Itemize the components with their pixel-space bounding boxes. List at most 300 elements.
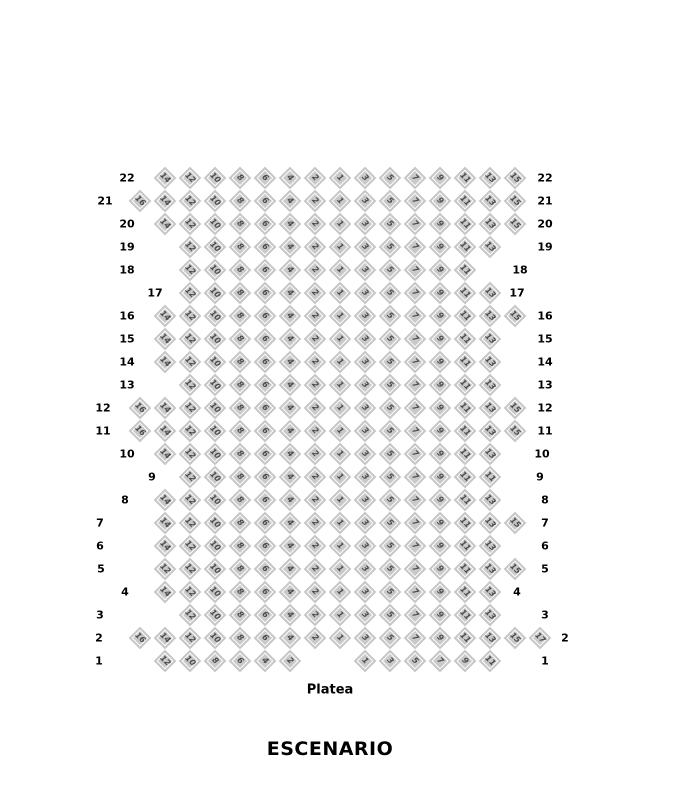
seat-row4-n3[interactable]: 3 bbox=[354, 581, 377, 604]
seat-row6-n13[interactable]: 13 bbox=[479, 535, 502, 558]
seat-row8-n13[interactable]: 13 bbox=[479, 489, 502, 512]
seat-row16-n6[interactable]: 6 bbox=[254, 305, 277, 328]
seat-row12-n14[interactable]: 14 bbox=[154, 397, 177, 420]
seat-row20-n12[interactable]: 12 bbox=[179, 213, 202, 236]
seat-row19-n6[interactable]: 6 bbox=[254, 236, 277, 259]
seat-row1-n8[interactable]: 8 bbox=[204, 650, 227, 673]
seat-row10-n12[interactable]: 12 bbox=[179, 443, 202, 466]
seat-row2-n14[interactable]: 14 bbox=[154, 627, 177, 650]
seat-row10-n8[interactable]: 8 bbox=[229, 443, 252, 466]
seat-row12-n8[interactable]: 8 bbox=[229, 397, 252, 420]
seat-row15-n2[interactable]: 2 bbox=[304, 328, 327, 351]
seat-row15-n1[interactable]: 1 bbox=[329, 328, 352, 351]
seat-row6-n6[interactable]: 6 bbox=[254, 535, 277, 558]
seat-row3-n11[interactable]: 11 bbox=[454, 604, 477, 627]
seat-row5-n3[interactable]: 3 bbox=[354, 558, 377, 581]
seat-row13-n9[interactable]: 9 bbox=[429, 374, 452, 397]
seat-row20-n5[interactable]: 5 bbox=[379, 213, 402, 236]
seat-row10-n13[interactable]: 13 bbox=[479, 443, 502, 466]
seat-row8-n10[interactable]: 10 bbox=[204, 489, 227, 512]
seat-row22-n12[interactable]: 12 bbox=[179, 167, 202, 190]
seat-row1-n7[interactable]: 7 bbox=[429, 650, 452, 673]
seat-row14-n13[interactable]: 13 bbox=[479, 351, 502, 374]
seat-row21-n12[interactable]: 12 bbox=[179, 190, 202, 213]
seat-row12-n10[interactable]: 10 bbox=[204, 397, 227, 420]
seat-row7-n4[interactable]: 4 bbox=[279, 512, 302, 535]
seat-row22-n8[interactable]: 8 bbox=[229, 167, 252, 190]
seat-row14-n10[interactable]: 10 bbox=[204, 351, 227, 374]
seat-row12-n11[interactable]: 11 bbox=[454, 397, 477, 420]
seat-row9-n3[interactable]: 3 bbox=[354, 466, 377, 489]
seat-row3-n5[interactable]: 5 bbox=[379, 604, 402, 627]
seat-row12-n7[interactable]: 7 bbox=[404, 397, 427, 420]
seat-row2-n13[interactable]: 13 bbox=[479, 627, 502, 650]
seat-row10-n2[interactable]: 2 bbox=[304, 443, 327, 466]
seat-row4-n7[interactable]: 7 bbox=[404, 581, 427, 604]
seat-row7-n11[interactable]: 11 bbox=[454, 512, 477, 535]
seat-row8-n3[interactable]: 3 bbox=[354, 489, 377, 512]
seat-row22-n6[interactable]: 6 bbox=[254, 167, 277, 190]
seat-row17-n13[interactable]: 13 bbox=[479, 282, 502, 305]
seat-row13-n13[interactable]: 13 bbox=[479, 374, 502, 397]
seat-row22-n1[interactable]: 1 bbox=[329, 167, 352, 190]
seat-row10-n7[interactable]: 7 bbox=[404, 443, 427, 466]
seat-row17-n6[interactable]: 6 bbox=[254, 282, 277, 305]
seat-row13-n10[interactable]: 10 bbox=[204, 374, 227, 397]
seat-row4-n2[interactable]: 2 bbox=[304, 581, 327, 604]
seat-row16-n9[interactable]: 9 bbox=[429, 305, 452, 328]
seat-row12-n4[interactable]: 4 bbox=[279, 397, 302, 420]
seat-row13-n7[interactable]: 7 bbox=[404, 374, 427, 397]
seat-row9-n7[interactable]: 7 bbox=[404, 466, 427, 489]
seat-row14-n2[interactable]: 2 bbox=[304, 351, 327, 374]
seat-row8-n12[interactable]: 12 bbox=[179, 489, 202, 512]
seat-row11-n8[interactable]: 8 bbox=[229, 420, 252, 443]
seat-row3-n3[interactable]: 3 bbox=[354, 604, 377, 627]
seat-row17-n2[interactable]: 2 bbox=[304, 282, 327, 305]
seat-row19-n9[interactable]: 9 bbox=[429, 236, 452, 259]
seat-row6-n9[interactable]: 9 bbox=[429, 535, 452, 558]
seat-row2-n17[interactable]: 17 bbox=[529, 627, 552, 650]
seat-row12-n9[interactable]: 9 bbox=[429, 397, 452, 420]
seat-row7-n7[interactable]: 7 bbox=[404, 512, 427, 535]
seat-row1-n5[interactable]: 5 bbox=[404, 650, 427, 673]
seat-row2-n12[interactable]: 12 bbox=[179, 627, 202, 650]
seat-row5-n12[interactable]: 12 bbox=[179, 558, 202, 581]
seat-row7-n12[interactable]: 12 bbox=[179, 512, 202, 535]
seat-row18-n7[interactable]: 7 bbox=[404, 259, 427, 282]
seat-row19-n10[interactable]: 10 bbox=[204, 236, 227, 259]
seat-row15-n11[interactable]: 11 bbox=[454, 328, 477, 351]
seat-row15-n12[interactable]: 12 bbox=[179, 328, 202, 351]
seat-row11-n13[interactable]: 13 bbox=[479, 420, 502, 443]
seat-row11-n3[interactable]: 3 bbox=[354, 420, 377, 443]
seat-row17-n1[interactable]: 1 bbox=[329, 282, 352, 305]
seat-row17-n7[interactable]: 7 bbox=[404, 282, 427, 305]
seat-row15-n8[interactable]: 8 bbox=[229, 328, 252, 351]
seat-row21-n6[interactable]: 6 bbox=[254, 190, 277, 213]
seat-row11-n14[interactable]: 14 bbox=[154, 420, 177, 443]
seat-row5-n6[interactable]: 6 bbox=[254, 558, 277, 581]
seat-row12-n12[interactable]: 12 bbox=[179, 397, 202, 420]
seat-row13-n5[interactable]: 5 bbox=[379, 374, 402, 397]
seat-row4-n6[interactable]: 6 bbox=[254, 581, 277, 604]
seat-row21-n15[interactable]: 15 bbox=[504, 190, 527, 213]
seat-row16-n1[interactable]: 1 bbox=[329, 305, 352, 328]
seat-row6-n4[interactable]: 4 bbox=[279, 535, 302, 558]
seat-row19-n1[interactable]: 1 bbox=[329, 236, 352, 259]
seat-row12-n2[interactable]: 2 bbox=[304, 397, 327, 420]
seat-row11-n16[interactable]: 16 bbox=[129, 420, 152, 443]
seat-row5-n9[interactable]: 9 bbox=[429, 558, 452, 581]
seat-row6-n5[interactable]: 5 bbox=[379, 535, 402, 558]
seat-row14-n14[interactable]: 14 bbox=[154, 351, 177, 374]
seat-row22-n4[interactable]: 4 bbox=[279, 167, 302, 190]
seat-row3-n9[interactable]: 9 bbox=[429, 604, 452, 627]
seat-row3-n1[interactable]: 1 bbox=[329, 604, 352, 627]
seat-row10-n11[interactable]: 11 bbox=[454, 443, 477, 466]
seat-row17-n5[interactable]: 5 bbox=[379, 282, 402, 305]
seat-row18-n8[interactable]: 8 bbox=[229, 259, 252, 282]
seat-row13-n12[interactable]: 12 bbox=[179, 374, 202, 397]
seat-row10-n4[interactable]: 4 bbox=[279, 443, 302, 466]
seat-row8-n6[interactable]: 6 bbox=[254, 489, 277, 512]
seat-row15-n10[interactable]: 10 bbox=[204, 328, 227, 351]
seat-row21-n3[interactable]: 3 bbox=[354, 190, 377, 213]
seat-row20-n11[interactable]: 11 bbox=[454, 213, 477, 236]
seat-row20-n14[interactable]: 14 bbox=[154, 213, 177, 236]
seat-row1-n9[interactable]: 9 bbox=[454, 650, 477, 673]
seat-row3-n13[interactable]: 13 bbox=[479, 604, 502, 627]
seat-row15-n6[interactable]: 6 bbox=[254, 328, 277, 351]
seat-row12-n3[interactable]: 3 bbox=[354, 397, 377, 420]
seat-row4-n5[interactable]: 5 bbox=[379, 581, 402, 604]
seat-row14-n9[interactable]: 9 bbox=[429, 351, 452, 374]
seat-row1-n2[interactable]: 2 bbox=[279, 650, 302, 673]
seat-row7-n15[interactable]: 15 bbox=[504, 512, 527, 535]
seat-row19-n11[interactable]: 11 bbox=[454, 236, 477, 259]
seat-row22-n9[interactable]: 9 bbox=[429, 167, 452, 190]
seat-row21-n10[interactable]: 10 bbox=[204, 190, 227, 213]
seat-row9-n4[interactable]: 4 bbox=[279, 466, 302, 489]
seat-row14-n8[interactable]: 8 bbox=[229, 351, 252, 374]
seat-row2-n1[interactable]: 1 bbox=[329, 627, 352, 650]
seat-row13-n1[interactable]: 1 bbox=[329, 374, 352, 397]
seat-row21-n16[interactable]: 16 bbox=[129, 190, 152, 213]
seat-row2-n15[interactable]: 15 bbox=[504, 627, 527, 650]
seat-row20-n7[interactable]: 7 bbox=[404, 213, 427, 236]
seat-row21-n9[interactable]: 9 bbox=[429, 190, 452, 213]
seat-row20-n4[interactable]: 4 bbox=[279, 213, 302, 236]
seat-row16-n15[interactable]: 15 bbox=[504, 305, 527, 328]
seat-row11-n2[interactable]: 2 bbox=[304, 420, 327, 443]
seat-row20-n13[interactable]: 13 bbox=[479, 213, 502, 236]
seat-row21-n1[interactable]: 1 bbox=[329, 190, 352, 213]
seat-row5-n10[interactable]: 10 bbox=[204, 558, 227, 581]
seat-row2-n7[interactable]: 7 bbox=[404, 627, 427, 650]
seat-row16-n10[interactable]: 10 bbox=[204, 305, 227, 328]
seat-row1-n1[interactable]: 1 bbox=[354, 650, 377, 673]
seat-row13-n4[interactable]: 4 bbox=[279, 374, 302, 397]
seat-row9-n1[interactable]: 1 bbox=[329, 466, 352, 489]
seat-row7-n2[interactable]: 2 bbox=[304, 512, 327, 535]
seat-row2-n16[interactable]: 16 bbox=[129, 627, 152, 650]
seat-row20-n1[interactable]: 1 bbox=[329, 213, 352, 236]
seat-row10-n9[interactable]: 9 bbox=[429, 443, 452, 466]
seat-row10-n10[interactable]: 10 bbox=[204, 443, 227, 466]
seat-row11-n4[interactable]: 4 bbox=[279, 420, 302, 443]
seat-row14-n5[interactable]: 5 bbox=[379, 351, 402, 374]
seat-row2-n4[interactable]: 4 bbox=[279, 627, 302, 650]
seat-row17-n12[interactable]: 12 bbox=[179, 282, 202, 305]
seat-row21-n5[interactable]: 5 bbox=[379, 190, 402, 213]
seat-row19-n2[interactable]: 2 bbox=[304, 236, 327, 259]
seat-row9-n11[interactable]: 11 bbox=[479, 466, 502, 489]
seat-row14-n6[interactable]: 6 bbox=[254, 351, 277, 374]
seat-row8-n8[interactable]: 8 bbox=[229, 489, 252, 512]
seat-row8-n7[interactable]: 7 bbox=[404, 489, 427, 512]
seat-row18-n4[interactable]: 4 bbox=[279, 259, 302, 282]
seat-row3-n7[interactable]: 7 bbox=[404, 604, 427, 627]
seat-row18-n5[interactable]: 5 bbox=[379, 259, 402, 282]
seat-row4-n10[interactable]: 10 bbox=[204, 581, 227, 604]
seat-row19-n3[interactable]: 3 bbox=[354, 236, 377, 259]
seat-row18-n1[interactable]: 1 bbox=[329, 259, 352, 282]
seat-row22-n11[interactable]: 11 bbox=[454, 167, 477, 190]
seat-row18-n11[interactable]: 11 bbox=[454, 259, 477, 282]
seat-row20-n2[interactable]: 2 bbox=[304, 213, 327, 236]
seat-row7-n1[interactable]: 1 bbox=[329, 512, 352, 535]
seat-row6-n10[interactable]: 10 bbox=[204, 535, 227, 558]
seat-row2-n9[interactable]: 9 bbox=[429, 627, 452, 650]
seat-row20-n8[interactable]: 8 bbox=[229, 213, 252, 236]
seat-row5-n15[interactable]: 15 bbox=[504, 558, 527, 581]
seat-row5-n4[interactable]: 4 bbox=[279, 558, 302, 581]
seat-row7-n6[interactable]: 6 bbox=[254, 512, 277, 535]
seat-row19-n13[interactable]: 13 bbox=[479, 236, 502, 259]
seat-row21-n14[interactable]: 14 bbox=[154, 190, 177, 213]
seat-row13-n8[interactable]: 8 bbox=[229, 374, 252, 397]
seat-row17-n3[interactable]: 3 bbox=[354, 282, 377, 305]
seat-row6-n8[interactable]: 8 bbox=[229, 535, 252, 558]
seat-row2-n2[interactable]: 2 bbox=[304, 627, 327, 650]
seat-row9-n6[interactable]: 6 bbox=[254, 466, 277, 489]
seat-row16-n4[interactable]: 4 bbox=[279, 305, 302, 328]
seat-row22-n2[interactable]: 2 bbox=[304, 167, 327, 190]
seat-row8-n5[interactable]: 5 bbox=[379, 489, 402, 512]
seat-row17-n9[interactable]: 9 bbox=[429, 282, 452, 305]
seat-row4-n11[interactable]: 11 bbox=[454, 581, 477, 604]
seat-row2-n10[interactable]: 10 bbox=[204, 627, 227, 650]
seat-row10-n14[interactable]: 14 bbox=[154, 443, 177, 466]
seat-row7-n10[interactable]: 10 bbox=[204, 512, 227, 535]
seat-row16-n12[interactable]: 12 bbox=[179, 305, 202, 328]
seat-row16-n5[interactable]: 5 bbox=[379, 305, 402, 328]
seat-row1-n12[interactable]: 12 bbox=[154, 650, 177, 673]
seat-row15-n3[interactable]: 3 bbox=[354, 328, 377, 351]
seat-row15-n13[interactable]: 13 bbox=[479, 328, 502, 351]
seat-row18-n10[interactable]: 10 bbox=[204, 259, 227, 282]
seat-row3-n10[interactable]: 10 bbox=[204, 604, 227, 627]
seat-row9-n12[interactable]: 12 bbox=[179, 466, 202, 489]
seat-row11-n1[interactable]: 1 bbox=[329, 420, 352, 443]
seat-row4-n8[interactable]: 8 bbox=[229, 581, 252, 604]
seat-row11-n11[interactable]: 11 bbox=[454, 420, 477, 443]
seat-row6-n7[interactable]: 7 bbox=[404, 535, 427, 558]
seat-row16-n2[interactable]: 2 bbox=[304, 305, 327, 328]
seat-row6-n14[interactable]: 14 bbox=[154, 535, 177, 558]
seat-row15-n14[interactable]: 14 bbox=[154, 328, 177, 351]
seat-row8-n14[interactable]: 14 bbox=[154, 489, 177, 512]
seat-row8-n4[interactable]: 4 bbox=[279, 489, 302, 512]
seat-row22-n3[interactable]: 3 bbox=[354, 167, 377, 190]
seat-row19-n5[interactable]: 5 bbox=[379, 236, 402, 259]
seat-row9-n9[interactable]: 9 bbox=[429, 466, 452, 489]
seat-row6-n1[interactable]: 1 bbox=[329, 535, 352, 558]
seat-row20-n10[interactable]: 10 bbox=[204, 213, 227, 236]
seat-row16-n8[interactable]: 8 bbox=[229, 305, 252, 328]
seat-row2-n3[interactable]: 3 bbox=[354, 627, 377, 650]
seat-row11-n12[interactable]: 12 bbox=[179, 420, 202, 443]
seat-row19-n4[interactable]: 4 bbox=[279, 236, 302, 259]
seat-row4-n13[interactable]: 13 bbox=[479, 581, 502, 604]
seat-row10-n1[interactable]: 1 bbox=[329, 443, 352, 466]
seat-row11-n15[interactable]: 15 bbox=[504, 420, 527, 443]
seat-row8-n2[interactable]: 2 bbox=[304, 489, 327, 512]
seat-row10-n3[interactable]: 3 bbox=[354, 443, 377, 466]
seat-row4-n1[interactable]: 1 bbox=[329, 581, 352, 604]
seat-row22-n10[interactable]: 10 bbox=[204, 167, 227, 190]
seat-row18-n9[interactable]: 9 bbox=[429, 259, 452, 282]
seat-row14-n11[interactable]: 11 bbox=[454, 351, 477, 374]
seat-row12-n6[interactable]: 6 bbox=[254, 397, 277, 420]
seat-row11-n9[interactable]: 9 bbox=[429, 420, 452, 443]
seat-row1-n11[interactable]: 11 bbox=[479, 650, 502, 673]
seat-row2-n6[interactable]: 6 bbox=[254, 627, 277, 650]
seat-row16-n7[interactable]: 7 bbox=[404, 305, 427, 328]
seat-row14-n12[interactable]: 12 bbox=[179, 351, 202, 374]
seat-row5-n12[interactable]: 12 bbox=[154, 558, 177, 581]
seat-row15-n5[interactable]: 5 bbox=[379, 328, 402, 351]
seat-row9-n10[interactable]: 10 bbox=[204, 466, 227, 489]
seat-row7-n13[interactable]: 13 bbox=[479, 512, 502, 535]
seat-row9-n8[interactable]: 8 bbox=[229, 466, 252, 489]
seat-row2-n5[interactable]: 5 bbox=[379, 627, 402, 650]
seat-row4-n4[interactable]: 4 bbox=[279, 581, 302, 604]
seat-row5-n1[interactable]: 1 bbox=[329, 558, 352, 581]
seat-row5-n7[interactable]: 7 bbox=[404, 558, 427, 581]
seat-row2-n11[interactable]: 11 bbox=[454, 627, 477, 650]
seat-row21-n13[interactable]: 13 bbox=[479, 190, 502, 213]
seat-row21-n7[interactable]: 7 bbox=[404, 190, 427, 213]
seat-row6-n12[interactable]: 12 bbox=[179, 535, 202, 558]
seat-row19-n7[interactable]: 7 bbox=[404, 236, 427, 259]
seat-row6-n3[interactable]: 3 bbox=[354, 535, 377, 558]
seat-row15-n9[interactable]: 9 bbox=[429, 328, 452, 351]
seat-row14-n1[interactable]: 1 bbox=[329, 351, 352, 374]
seat-row12-n16[interactable]: 16 bbox=[129, 397, 152, 420]
seat-row19-n12[interactable]: 12 bbox=[179, 236, 202, 259]
seat-row19-n8[interactable]: 8 bbox=[229, 236, 252, 259]
seat-row4-n12[interactable]: 12 bbox=[179, 581, 202, 604]
seat-row22-n5[interactable]: 5 bbox=[379, 167, 402, 190]
seat-row21-n2[interactable]: 2 bbox=[304, 190, 327, 213]
seat-row3-n2[interactable]: 2 bbox=[304, 604, 327, 627]
seat-row20-n9[interactable]: 9 bbox=[429, 213, 452, 236]
seat-row1-n6[interactable]: 6 bbox=[229, 650, 252, 673]
seat-row20-n3[interactable]: 3 bbox=[354, 213, 377, 236]
seat-row18-n3[interactable]: 3 bbox=[354, 259, 377, 282]
seat-row13-n2[interactable]: 2 bbox=[304, 374, 327, 397]
seat-row12-n1[interactable]: 1 bbox=[329, 397, 352, 420]
seat-row6-n2[interactable]: 2 bbox=[304, 535, 327, 558]
seat-row1-n10[interactable]: 10 bbox=[179, 650, 202, 673]
seat-row21-n4[interactable]: 4 bbox=[279, 190, 302, 213]
seat-row16-n3[interactable]: 3 bbox=[354, 305, 377, 328]
seat-row12-n15[interactable]: 15 bbox=[504, 397, 527, 420]
seat-row5-n8[interactable]: 8 bbox=[229, 558, 252, 581]
seat-row10-n6[interactable]: 6 bbox=[254, 443, 277, 466]
seat-row8-n11[interactable]: 11 bbox=[454, 489, 477, 512]
seat-row1-n3[interactable]: 3 bbox=[379, 650, 402, 673]
seat-row12-n13[interactable]: 13 bbox=[479, 397, 502, 420]
seat-row11-n5[interactable]: 5 bbox=[379, 420, 402, 443]
seat-row7-n8[interactable]: 8 bbox=[229, 512, 252, 535]
seat-row18-n12[interactable]: 12 bbox=[179, 259, 202, 282]
seat-row18-n2[interactable]: 2 bbox=[304, 259, 327, 282]
seat-row16-n14[interactable]: 14 bbox=[154, 305, 177, 328]
seat-row16-n13[interactable]: 13 bbox=[479, 305, 502, 328]
seat-row15-n4[interactable]: 4 bbox=[279, 328, 302, 351]
seat-row20-n15[interactable]: 15 bbox=[504, 213, 527, 236]
seat-row17-n4[interactable]: 4 bbox=[279, 282, 302, 305]
seat-row20-n6[interactable]: 6 bbox=[254, 213, 277, 236]
seat-row8-n1[interactable]: 1 bbox=[329, 489, 352, 512]
seat-row21-n8[interactable]: 8 bbox=[229, 190, 252, 213]
seat-row5-n5[interactable]: 5 bbox=[379, 558, 402, 581]
seat-row5-n13[interactable]: 13 bbox=[479, 558, 502, 581]
seat-row9-n2[interactable]: 2 bbox=[304, 466, 327, 489]
seat-row22-n15[interactable]: 15 bbox=[504, 167, 527, 190]
seat-row22-n7[interactable]: 7 bbox=[404, 167, 427, 190]
seat-row9-n11[interactable]: 11 bbox=[454, 466, 477, 489]
seat-row14-n7[interactable]: 7 bbox=[404, 351, 427, 374]
seat-row3-n4[interactable]: 4 bbox=[279, 604, 302, 627]
seat-row13-n3[interactable]: 3 bbox=[354, 374, 377, 397]
seat-row17-n10[interactable]: 10 bbox=[204, 282, 227, 305]
seat-row14-n4[interactable]: 4 bbox=[279, 351, 302, 374]
seat-row10-n5[interactable]: 5 bbox=[379, 443, 402, 466]
seat-row7-n9[interactable]: 9 bbox=[429, 512, 452, 535]
seat-row13-n11[interactable]: 11 bbox=[454, 374, 477, 397]
seat-row17-n11[interactable]: 11 bbox=[454, 282, 477, 305]
seat-row15-n7[interactable]: 7 bbox=[404, 328, 427, 351]
seat-row7-n3[interactable]: 3 bbox=[354, 512, 377, 535]
seat-row3-n8[interactable]: 8 bbox=[229, 604, 252, 627]
seat-row7-n14[interactable]: 14 bbox=[154, 512, 177, 535]
seat-row13-n6[interactable]: 6 bbox=[254, 374, 277, 397]
seat-row14-n3[interactable]: 3 bbox=[354, 351, 377, 374]
seat-row22-n14[interactable]: 14 bbox=[154, 167, 177, 190]
seat-row16-n11[interactable]: 11 bbox=[454, 305, 477, 328]
seat-row12-n5[interactable]: 5 bbox=[379, 397, 402, 420]
seat-row17-n8[interactable]: 8 bbox=[229, 282, 252, 305]
seat-row21-n11[interactable]: 11 bbox=[454, 190, 477, 213]
seat-row3-n12[interactable]: 12 bbox=[179, 604, 202, 627]
seat-row11-n7[interactable]: 7 bbox=[404, 420, 427, 443]
seat-row2-n8[interactable]: 8 bbox=[229, 627, 252, 650]
seat-row11-n6[interactable]: 6 bbox=[254, 420, 277, 443]
